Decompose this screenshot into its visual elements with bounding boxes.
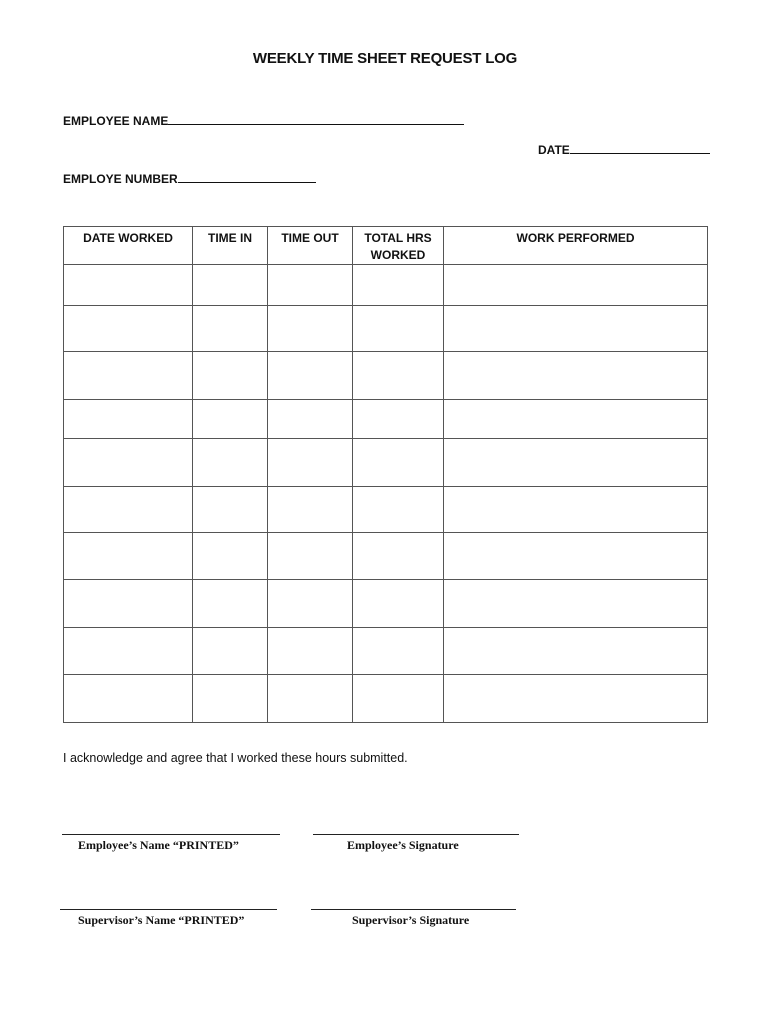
cell[interactable]: [353, 265, 444, 306]
employee-number-field: [63, 170, 316, 186]
table-header-row: [64, 227, 708, 265]
cell[interactable]: [444, 265, 708, 306]
cell[interactable]: [444, 580, 708, 628]
cell[interactable]: [444, 533, 708, 580]
table-row: [64, 487, 708, 533]
supervisor-name-printed-line[interactable]: [60, 909, 277, 910]
cell[interactable]: [444, 352, 708, 400]
cell[interactable]: [193, 628, 268, 675]
cell[interactable]: [193, 675, 268, 723]
table-row: [64, 306, 708, 352]
table-row: [64, 675, 708, 723]
table-row: [64, 265, 708, 306]
cell[interactable]: [64, 628, 193, 675]
acknowledgment-text: I acknowledge and agree that I worked these hours submitted.: [63, 751, 408, 765]
date-field: [538, 141, 710, 157]
cell[interactable]: [444, 400, 708, 439]
cell[interactable]: [193, 533, 268, 580]
cell[interactable]: [353, 628, 444, 675]
cell[interactable]: [268, 306, 353, 352]
cell[interactable]: [353, 400, 444, 439]
cell[interactable]: [193, 439, 268, 487]
cell[interactable]: [444, 675, 708, 723]
cell[interactable]: [64, 265, 193, 306]
cell[interactable]: [193, 265, 268, 306]
cell[interactable]: [353, 352, 444, 400]
employee-number-input-line[interactable]: [178, 170, 316, 183]
employee-number-label: EMPLOYE NUMBER: [63, 172, 178, 186]
cell[interactable]: [64, 439, 193, 487]
employee-name-printed-line[interactable]: [62, 834, 280, 835]
cell[interactable]: [444, 487, 708, 533]
cell[interactable]: [268, 487, 353, 533]
col-header-time-in: TIME IN: [193, 227, 268, 265]
col-header-work-performed: WORK PERFORMED: [444, 227, 708, 265]
cell[interactable]: [444, 628, 708, 675]
cell[interactable]: [268, 628, 353, 675]
cell[interactable]: [193, 400, 268, 439]
cell[interactable]: [268, 352, 353, 400]
supervisor-signature-label: Supervisor’s Signature: [352, 913, 470, 927]
employee-name-field: [63, 112, 464, 128]
cell[interactable]: [353, 675, 444, 723]
cell[interactable]: [268, 580, 353, 628]
cell[interactable]: [268, 533, 353, 580]
date-label: DATE: [538, 143, 570, 157]
supervisor-name-printed-label: Supervisor’s Name “PRINTED”: [78, 913, 245, 927]
cell[interactable]: [64, 675, 193, 723]
cell[interactable]: [353, 533, 444, 580]
employee-name-input-line[interactable]: [168, 112, 464, 125]
cell[interactable]: [444, 306, 708, 352]
table-row: [64, 439, 708, 487]
cell[interactable]: [444, 439, 708, 487]
col-header-total-hrs: TOTAL HRS WORKED: [353, 227, 444, 265]
cell[interactable]: [268, 439, 353, 487]
col-header-date-worked: DATE WORKED: [64, 227, 193, 265]
cell[interactable]: [64, 487, 193, 533]
cell[interactable]: [64, 306, 193, 352]
table-row: [64, 580, 708, 628]
cell[interactable]: [268, 265, 353, 306]
employee-name-printed-label: Employee’s Name “PRINTED”: [78, 838, 239, 852]
table-row: [64, 533, 708, 580]
table-row: [64, 628, 708, 675]
employee-signature-label: Employee’s Signature: [347, 838, 459, 852]
table-row: [64, 352, 708, 400]
supervisor-signature-line[interactable]: [311, 909, 516, 910]
cell[interactable]: [193, 352, 268, 400]
cell[interactable]: [193, 487, 268, 533]
cell[interactable]: [353, 487, 444, 533]
employee-signature-line[interactable]: [313, 834, 519, 835]
employee-name-label: EMPLOYEE NAME: [63, 114, 169, 128]
cell[interactable]: [353, 580, 444, 628]
table-row: [64, 400, 708, 439]
cell[interactable]: [353, 439, 444, 487]
cell[interactable]: [64, 580, 193, 628]
cell[interactable]: [193, 580, 268, 628]
cell[interactable]: [64, 533, 193, 580]
cell[interactable]: [353, 306, 444, 352]
time-log-table: [63, 226, 708, 723]
col-header-time-out: TIME OUT: [268, 227, 353, 265]
cell[interactable]: [64, 400, 193, 439]
cell[interactable]: [193, 306, 268, 352]
date-input-line[interactable]: [570, 141, 710, 154]
cell[interactable]: [64, 352, 193, 400]
cell[interactable]: [268, 675, 353, 723]
cell[interactable]: [268, 400, 353, 439]
page-title: WEEKLY TIME SHEET REQUEST LOG: [252, 50, 518, 67]
